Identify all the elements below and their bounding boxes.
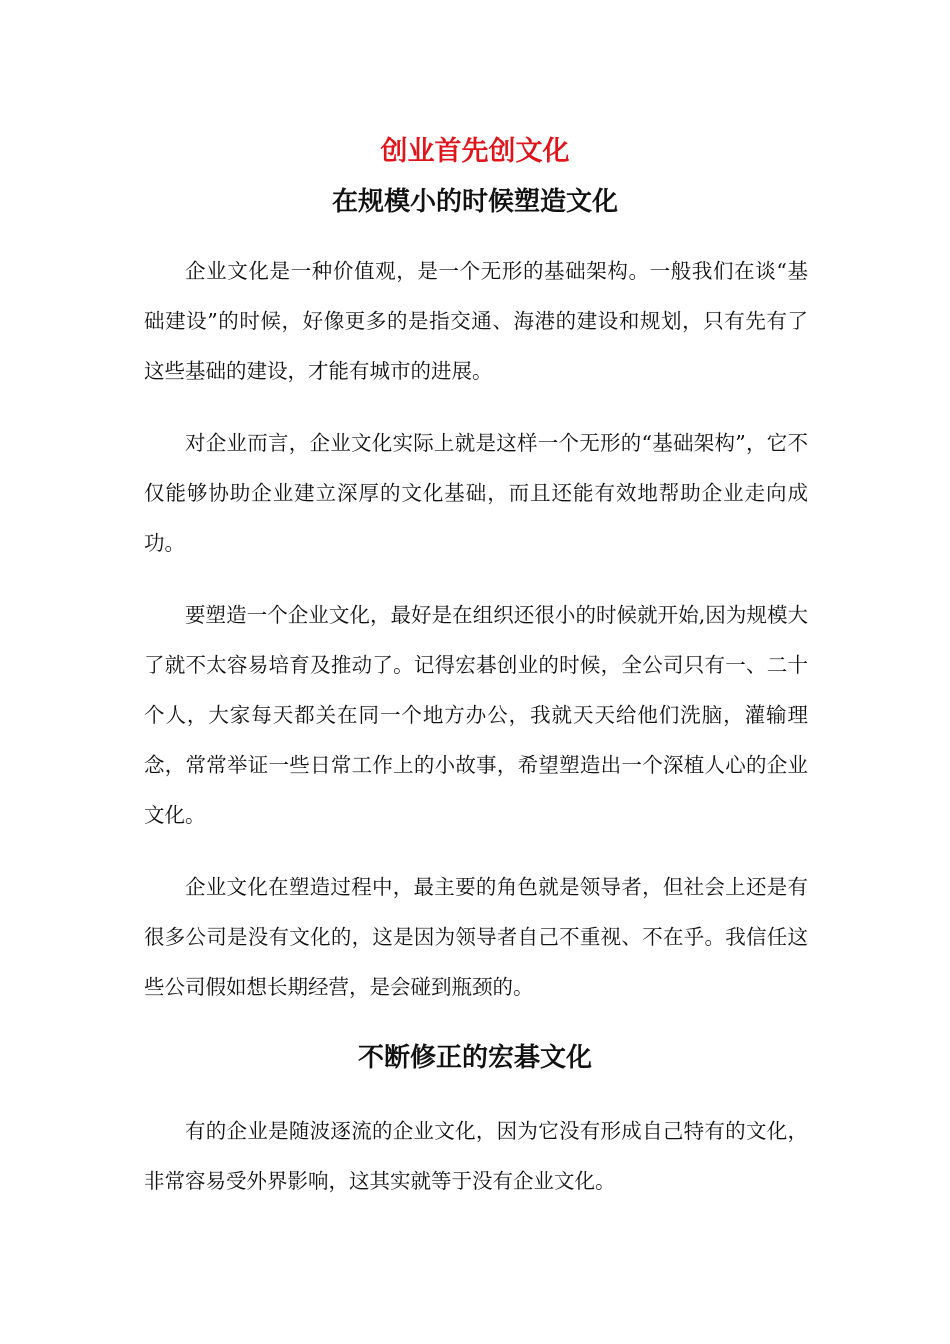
paragraph-3: 要塑造一个企业文化，最好是在组织还很小的时候就开始,因为规模大了就不太容易培育及推动了。记得宏碁创业的时候，全公司只有一、二十个人，大家每天都关在同一个地方办公，我就天天给他们洗脑，灌输理念，常常举证一些日常工作上的小故事，希望塑造出一个深植人心的企业文化。 — [144, 603, 808, 827]
document-title: 创业首先创文化 — [380, 136, 570, 167]
section-heading-2: 不断修正的宏碁文化 — [357, 1043, 592, 1073]
paragraph-4: 企业文化在塑造过程中，最主要的角色就是领导者，但社会上还是有很多公司是没有文化的，这是因为领导者自己不重视、不在乎。我信任这些公司假如想长期经营，是会碰到瓶颈的。 — [144, 875, 808, 999]
paragraph-2: 对企业而言，企业文化实际上就是这样一个无形的“基础架构”，它不仅能够协助企业建立深厚的文化基础，而且还能有效地帮助企业走向成功。 — [144, 431, 808, 555]
paragraph-1: 企业文化是一种价值观，是一个无形的基础架构。一般我们在谈“基础建设”的时候，好像更多的是指交通、海港的建设和规划，只有先有了这些基础的建设，才能有城市的进展。 — [144, 259, 808, 383]
paragraph-5: 有的企业是随波逐流的企业文化，因为它没有形成自己特有的文化，非常容易受外界影响，这其实就等于没有企业文化。 — [144, 1119, 808, 1193]
section-heading-1: 在规模小的时候塑造文化 — [331, 187, 618, 217]
